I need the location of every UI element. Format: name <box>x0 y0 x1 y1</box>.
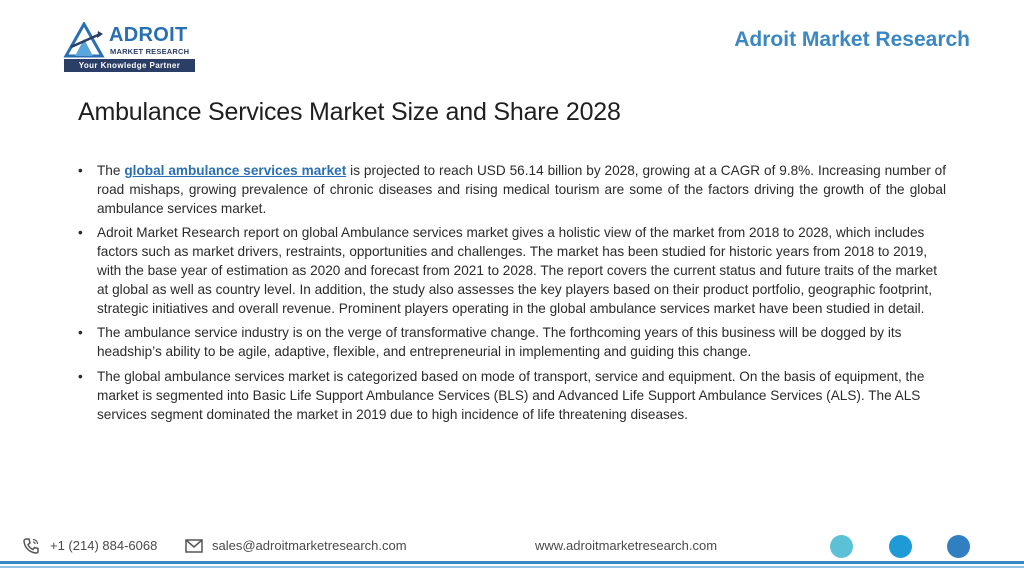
bullet-text: is projected to reach USD 56.14 billion by 2028, growing at a CAGR of 9.8%. Increasing number of road mishaps, growing prevalence of chronic diseases and rising medical tourism are some of the factors driving the growth of the global ambulance services market. <box>97 163 946 216</box>
footer-email[interactable]: sales@adroitmarketresearch.com <box>212 538 407 553</box>
logo-tagline: Your Knowledge Partner <box>64 59 195 72</box>
footer-divider <box>0 561 1024 564</box>
bullet-text: Adroit Market Research report on global Ambulance services market gives a holistic view of the market from 2018 to 2028, which includes factors such as market drivers, restraints, opportunities and challenges. The market has been studied for historic years from 2018 to 2019, with the base year of estimation as 2020 and forecast from 2021 to 2028. The report covers the current status and future traits of the market at global as well as country level. In addition, the study also assesses the key players based on their product portfolio, geographic footprint, strategic initiatives and overall revenue. Prominent players operating in the global ambulance services market have been studied in detail. <box>97 225 937 316</box>
header-brand-text: Adroit Market Research <box>734 28 970 51</box>
slide-title: Ambulance Services Market Size and Share 2028 <box>78 98 621 126</box>
bullet-item <box>78 368 946 424</box>
bullet-text: The ambulance service industry is on the verge of transformative change. The forthcoming years of this business will be dogged by its headship’s ability to be agile, adaptive, flexible, and entrepreneurial in implementing and guiding this change. <box>97 325 902 360</box>
bullet-dot-icon: • <box>78 368 83 384</box>
decorative-dot-3 <box>947 535 970 558</box>
bullet-item <box>78 324 946 362</box>
company-logo <box>62 22 197 74</box>
envelope-icon <box>185 539 203 553</box>
bullet-text: The global ambulance services market is categorized based on mode of transport, service and equipment. On the basis of equipment, the market is segmented into Basic Life Support Ambulance Services (BLS) and Advanced Life Support Ambulance Services (ALS). The ALS services segment dominated the market in 2019 due to high incidence of life threatening diseases. <box>97 368 925 422</box>
logo-subtitle: MARKET RESEARCH <box>110 47 190 56</box>
logo-brand: ADROIT <box>109 24 188 46</box>
bullet-list <box>78 162 946 430</box>
footer-divider-light <box>0 566 1024 568</box>
bullet-item <box>78 224 946 318</box>
bullet-dot-icon: • <box>78 325 83 341</box>
phone-icon <box>22 537 40 555</box>
bullet-prefix: The <box>97 163 121 178</box>
footer-website[interactable]: www.adroitmarketresearch.com <box>535 538 718 553</box>
bullet-dot-icon: • <box>78 225 83 241</box>
bullet-item <box>78 162 946 218</box>
market-link[interactable]: global ambulance services market <box>124 163 347 178</box>
decorative-dot-1 <box>830 535 853 558</box>
bullet-dot-icon: • <box>78 163 83 178</box>
decorative-dot-2 <box>889 535 912 558</box>
footer-phone: +1 (214) 884-6068 <box>50 538 158 553</box>
logo-triangle-icon <box>62 22 108 58</box>
